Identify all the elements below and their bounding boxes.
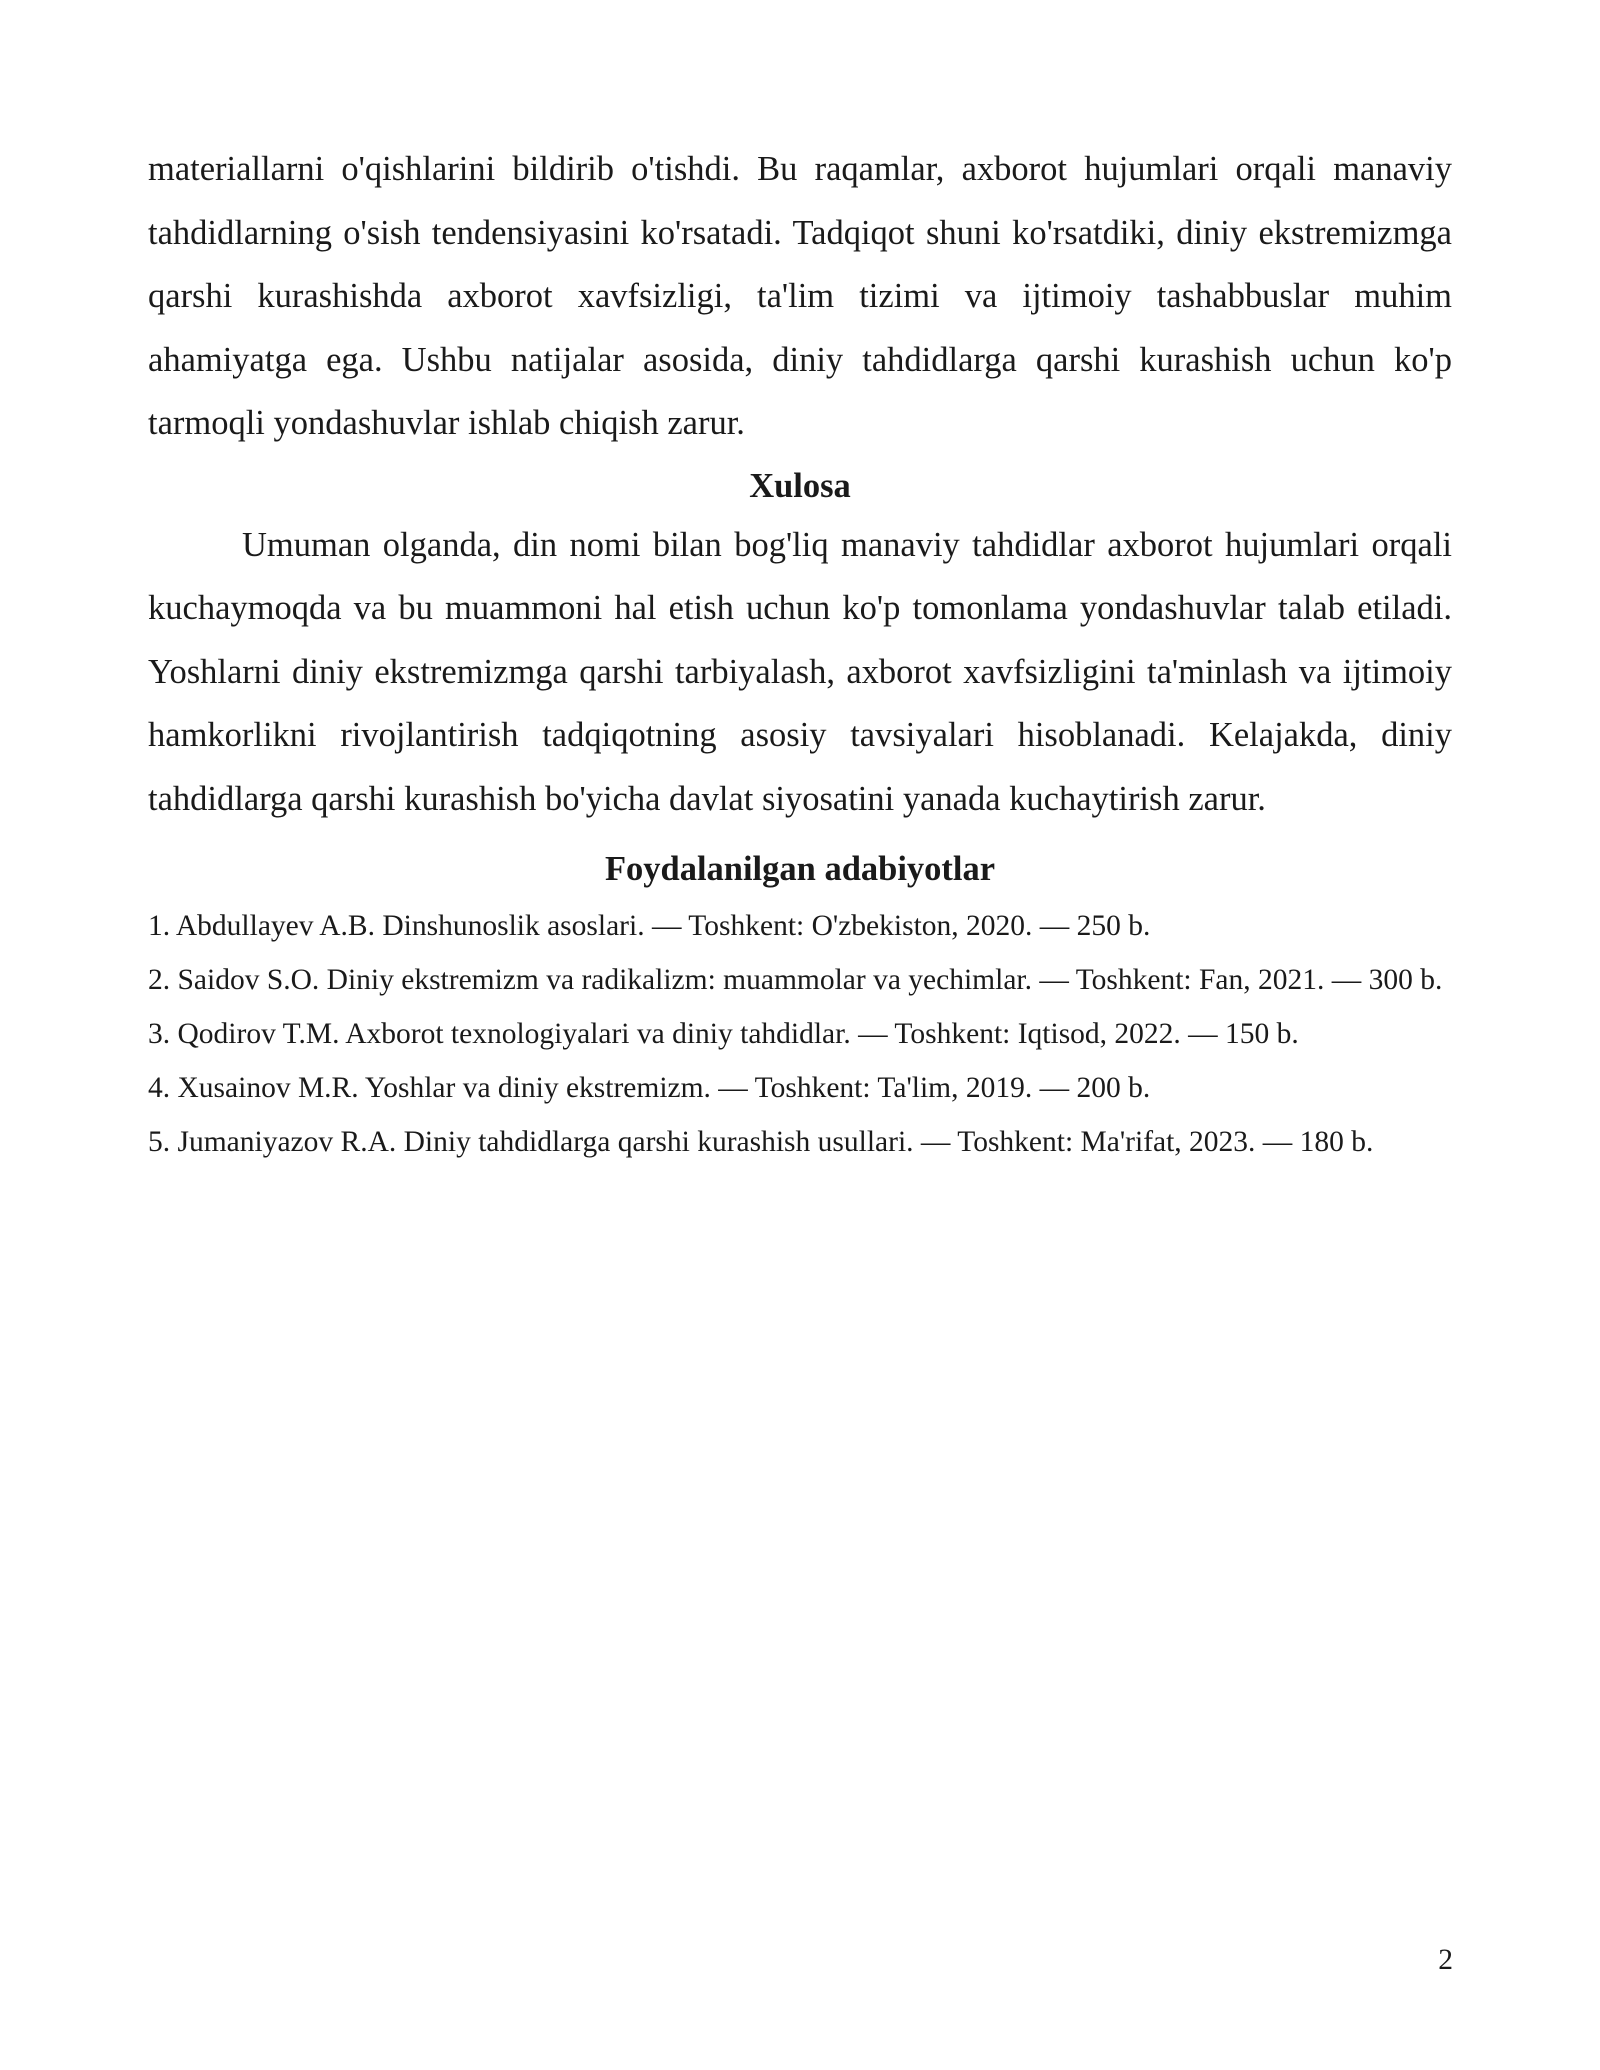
references-list	[148, 899, 1452, 1169]
document-page	[148, 138, 1452, 1169]
reference-item: 4. Xusainov M.R. Yoshlar va diniy ekstremizm. — Toshkent: Ta'lim, 2019. — 200 b.	[148, 1072, 1151, 1104]
conclusion-paragraph: Umuman olganda, din nomi bilan bog'liq manaviy tahdidlar axborot hujumlari orqali kuchaymoqda va bu muammoni hal etish uchun ko'p tomonlama yondashuvlar talab etiladi. Yoshlarni diniy ekstremizmga qarshi tarbiyalash, axborot xavfsizligini ta'minlash va ijtimoiy hamkorlikni rivojlantirish tadqiqotning asosiy tavsiyalari hisoblanadi. Kelajakda, diniy tahdidlarga qarshi kurashish bo'yicha davlat siyosatini yanada kuchaytirish zarur.	[148, 525, 1452, 818]
reference-item: 5. Jumaniyazov R.A. Diniy tahdidlarga qarshi kurashish usullari. — Toshkent: Ma'rifat, 2023. — 180 b.	[148, 1126, 1374, 1158]
page-number: 2	[1438, 1944, 1453, 1976]
results-paragraph: materiallarni o'qishlarini bildirib o'tishdi. Bu raqamlar, axborot hujumlari orqali manaviy tahdidlarning o'sish tendensiyasini ko'rsatadi. Tadqiqot shuni ko'rsatdiki, diniy ekstremizmga qarshi kurashishda axborot xavfsizligi, ta'lim tizimi va ijtimoiy tashabbuslar muhim ahamiyatga ega. Ushbu natijalar asosida, diniy tahdidlarga qarshi kurashish uchun ko'p tarmoqli yondashuvlar ishlab chiqish zarur.	[148, 150, 1452, 442]
reference-item: 2. Saidov S.O. Diniy ekstremizm va radikalizm: muammolar va yechimlar. — Toshkent: Fan, 2021. — 300 b.	[148, 964, 1443, 996]
reference-item: 3. Qodirov T.M. Axborot texnologiyalari va diniy tahdidlar. — Toshkent: Iqtisod, 2022. — 150 b.	[148, 1018, 1299, 1050]
conclusion-heading: Xulosa	[749, 466, 851, 505]
references-heading: Foydalanilgan adabiyotlar	[604, 850, 996, 888]
reference-item: 1. Abdullayev A.B. Dinshunoslik asoslari. — Toshkent: O'zbekiston, 2020. — 250 b.	[148, 910, 1151, 942]
